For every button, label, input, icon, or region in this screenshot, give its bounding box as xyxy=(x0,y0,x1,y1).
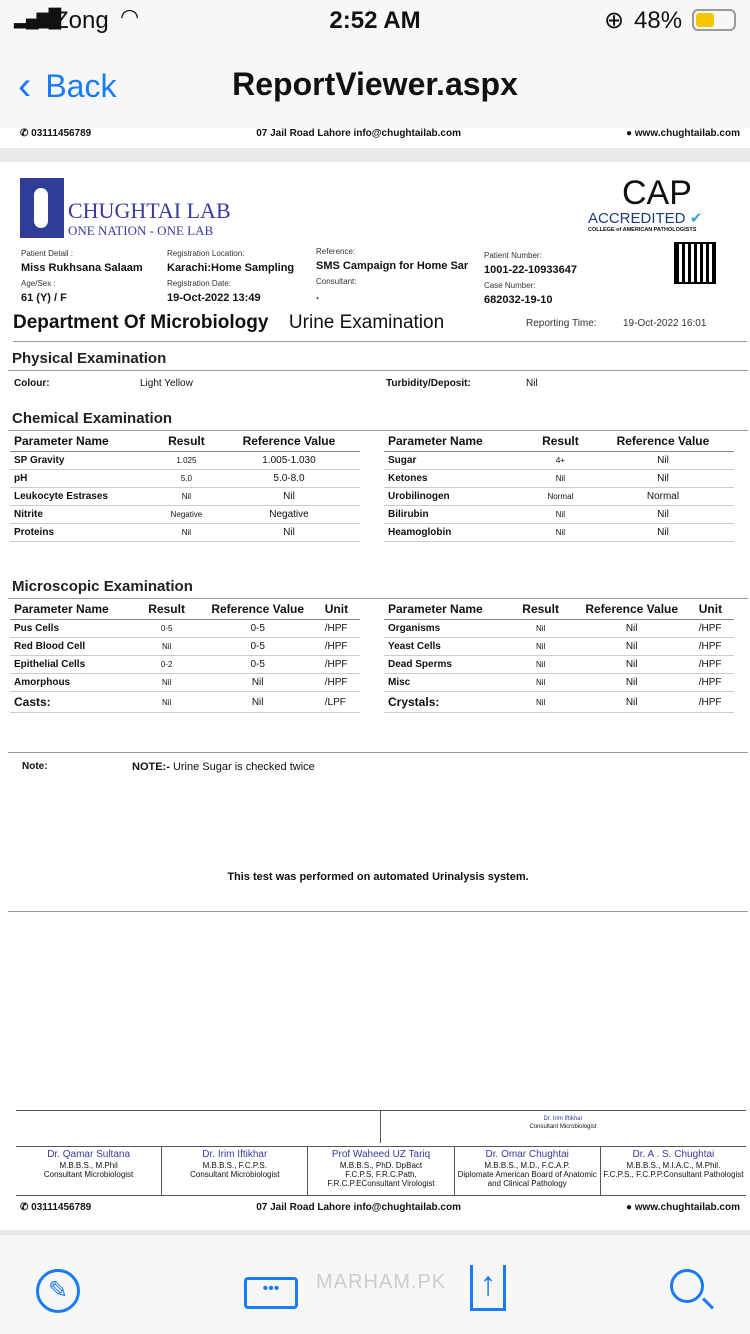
phone: ✆ 03111456789 xyxy=(20,128,92,139)
table-row: SP Gravity 1.025 1.005-1.030 xyxy=(10,452,360,470)
page-title: ReportViewer.aspx xyxy=(232,66,518,102)
back-button[interactable]: ‹ Back xyxy=(18,64,117,108)
report-header: Department Of Microbiology Urine Examination Reporting Time: 19-Oct-2022 16:01 xyxy=(13,312,747,342)
patient-name: Miss Rukhsana Salaam xyxy=(21,262,143,274)
nav-bar xyxy=(0,40,750,128)
table-row: Proteins Nil Nil xyxy=(10,524,360,542)
doctor-entry: Dr. Qamar Sultana M.B.B.S., M.Phil Consultant Microbiologist xyxy=(16,1147,162,1195)
annotate-icon[interactable]: ••• xyxy=(244,1277,298,1309)
physical-section: Physical Examination Colour: Light Yellow Turbidity/Deposit: Nil xyxy=(8,350,748,395)
table-header: Parameter Name Result Reference Value xyxy=(10,431,360,452)
bottom-toolbar xyxy=(0,1234,750,1334)
table-row: Leukocyte Estrases Nil Nil xyxy=(10,488,360,506)
report-page: CHUGHTAI LAB ONE NATION - ONE LAB CAP ACCREDITED ✔ COLLEGE of AMERICAN PATHOLOGISTS Patient Detail : Miss Rukhsana Salaam Age/Sex : 61 (Y) / F Registration Location: Karachi:Home Sampling Registration Date: 19-Oct-2022 13:49 Reference: SMS Campaign for Home Sar Consultant: . Patient Number: 1001-22-10933647 Case Number: 682032-19-10 Department Of Microbiology Urine Examination Reporting Time: 19-Oct-2022 16:01 Physical Examination Colour: Light Yellow Turbidity/Deposit: Nil Chemical Examination Parameter Name Result Reference Value SP Gravity 1.025 1.005-1.030 pH 5.0 5.0-8.0 Leukocyte Estrases Nil Nil Nitrite Negative Negative Proteins Nil Nil Parameter Name Result Reference Value Sugar 4+ Nil Ketones Nil Nil Urobilinogen Normal Normal Bilirubin Nil Nil Heamoglobin Nil Nil Microscopic Examination Parameter Name Result Reference Value Unit Pus Cells 0-5 0-5 /HPF Red Blood Cell Nil 0-5 /HPF Epithelial Cells 0-2 0-5 /HPF Amorphous Nil Nil /HPF Casts: Nil Nil /LPF Parameter Name Result Reference Value Unit Organisms Nil Nil /HPF Yeast Cells Nil Nil /HPF Dead Sperms Nil Nil /HPF Misc Nil Nil /HPF Crystals: Nil Nil /HPF Note: NOTE:- Urine Sugar is checked twice This test was performed on automated Urinalysis system. Dr. Irim Iftikhar Consultant Microbiologist Dr. Qamar Sultana M.B.B.S., M.Phil Consultant Microbiologist Dr. Irim Iftikhar M.B.B.S., F.C.P.S. Consultant Microbiologist Prof Waheed UZ Tariq M.B.B.S., PhD. DpBact F.C.P.S, F.R.C.Path, F.R.C.P.EConsultant Virologist Dr. Omar Chughtai M.B.B.S., M.D., F.C.A.P. Diplomate American Board of Anatomic and Clinical Pathology Dr. A . S. Chughtai M.B.B.S., M.I.A.C., M.Phil. F.C.P.S., F.C.P.P.Consultant Pathologist ✆ 03111456789 07 Jail Road Lahore info@chughtailab.com ● www.chughtailab.com xyxy=(0,162,750,1230)
table-row: Casts: Nil Nil /LPF xyxy=(10,692,360,713)
signal-icon: ▂▄▆█ xyxy=(14,8,60,28)
table-row: Organisms Nil Nil /HPF xyxy=(384,620,734,638)
table-row: Urobilinogen Normal Normal xyxy=(384,488,734,506)
table-row: Heamoglobin Nil Nil xyxy=(384,524,734,542)
clock: 2:52 AM xyxy=(329,7,421,34)
signature-block: Dr. Irim Iftikhar Consultant Microbiologist xyxy=(16,1110,746,1144)
table-row: Ketones Nil Nil xyxy=(384,470,734,488)
chemical-table-right xyxy=(384,431,734,542)
table-row: Crystals: Nil Nil /HPF xyxy=(384,692,734,713)
table-row: Misc Nil Nil /HPF xyxy=(384,674,734,692)
lab-logo-icon xyxy=(20,178,64,238)
table-row: Epithelial Cells 0-2 0-5 /HPF xyxy=(10,656,360,674)
table-row: Sugar 4+ Nil xyxy=(384,452,734,470)
cap-logo: CAP ACCREDITED ✔ COLLEGE of AMERICAN PATHOLOGISTS xyxy=(588,174,703,233)
patient-age: 61 (Y) / F xyxy=(21,292,67,304)
table-row: Amorphous Nil Nil /HPF xyxy=(10,674,360,692)
table-row: Dead Sperms Nil Nil /HPF xyxy=(384,656,734,674)
battery-icon xyxy=(692,9,736,31)
table-header: Parameter Name Result Reference Value xyxy=(384,431,734,452)
prev-page-footer: ✆ 03111456789 07 Jail Road Lahore info@chughtailab.com ● www.chughtailab.com xyxy=(0,128,750,148)
status-bar xyxy=(0,0,750,40)
lab-name: CHUGHTAI LAB xyxy=(68,198,231,223)
document-viewer[interactable] xyxy=(0,128,750,1234)
chemical-section: Chemical Examination Parameter Name Result Reference Value SP Gravity 1.025 1.005-1.030 pH 5.0 5.0-8.0 Leukocyte Estrases Nil Nil Nitrite Negative Negative Proteins Nil Nil Parameter Name Result Reference Value Sugar 4+ Nil Ketones Nil Nil Urobilinogen Normal Normal Bilirubin Nil Nil Heamoglobin Nil Nil xyxy=(8,410,748,542)
wifi-icon: ◠ xyxy=(120,4,140,29)
doctor-entry: Dr. Irim Iftikhar M.B.B.S., F.C.P.S. Consultant Microbiologist xyxy=(162,1147,308,1195)
doctor-entry: Dr. A . S. Chughtai M.B.B.S., M.I.A.C., M.Phil. F.C.P.S., F.C.P.P.Consultant Pathologist xyxy=(603,1149,744,1179)
microscopic-section: Microscopic Examination Parameter Name Result Reference Value Unit Pus Cells 0-5 0-5 /HPF Red Blood Cell Nil 0-5 /HPF Epithelial Cells 0-2 0-5 /HPF Amorphous Nil Nil /HPF Casts: Nil Nil /LPF Parameter Name Result Reference Value Unit Organisms Nil Nil /HPF Yeast Cells Nil Nil /HPF Dead Sperms Nil Nil /HPF Misc Nil Nil /HPF Crystals: Nil Nil /HPF xyxy=(8,578,748,713)
table-row: Yeast Cells Nil Nil /HPF xyxy=(384,638,734,656)
table-row: Red Blood Cell Nil 0-5 /HPF xyxy=(10,638,360,656)
lab-tagline: ONE NATION - ONE LAB xyxy=(68,223,214,238)
table-row: Nitrite Negative Negative xyxy=(10,506,360,524)
table-header: Parameter Name Result Reference Value Unit xyxy=(384,599,734,620)
search-icon[interactable] xyxy=(670,1269,704,1303)
doctor-list xyxy=(16,1146,746,1196)
doctor-entry: Prof Waheed UZ Tariq M.B.B.S., PhD. DpBact F.C.P.S, F.R.C.Path, F.R.C.P.EConsultant Virologist xyxy=(308,1147,454,1195)
carrier: Zong xyxy=(54,7,109,34)
table-header: Parameter Name Result Reference Value Unit xyxy=(10,599,360,620)
notes: Note: NOTE:- Urine Sugar is checked twice This test was performed on automated Urinalysis system. xyxy=(8,752,748,912)
share-icon[interactable]: ↑ xyxy=(470,1265,506,1311)
battery-percent: 48% xyxy=(634,7,683,34)
chemical-table-left xyxy=(10,431,360,542)
microscopic-table-left xyxy=(10,599,360,713)
watermark: MARHAM.PK xyxy=(316,1271,447,1293)
chevron-left-icon: ‹ xyxy=(18,64,32,108)
qr-code xyxy=(676,244,714,282)
doctor-entry: Dr. Omar Chughtai M.B.B.S., M.D., F.C.A.P. Diplomate American Board of Anatomic and Clinical Pathology xyxy=(455,1147,601,1195)
markup-icon[interactable]: ✎ xyxy=(36,1269,80,1313)
page-footer: ✆ 03111456789 07 Jail Road Lahore info@chughtailab.com ● www.chughtailab.com xyxy=(20,1202,740,1213)
table-row: Bilirubin Nil Nil xyxy=(384,506,734,524)
microscopic-table-right xyxy=(384,599,734,713)
table-row: pH 5.0 5.0-8.0 xyxy=(10,470,360,488)
rotation-lock-icon: ⊕ xyxy=(604,7,625,34)
table-row: Pus Cells 0-5 0-5 /HPF xyxy=(10,620,360,638)
